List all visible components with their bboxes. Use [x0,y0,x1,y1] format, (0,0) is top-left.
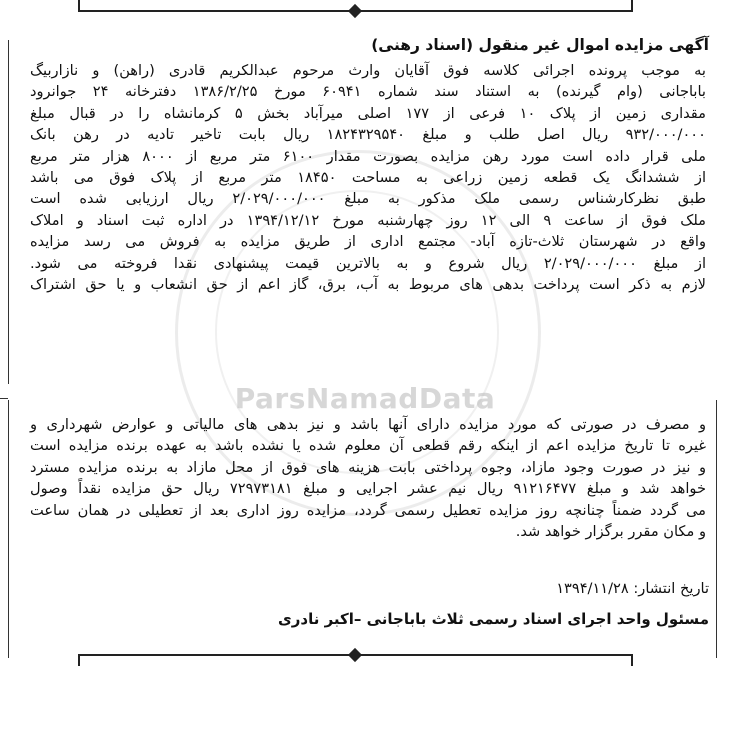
bottom-diamond-ornament [348,648,362,662]
signature-line: مسئول واحد اجرای اسناد رسمی ثلاث باباجانی –اکبر نادری [278,610,709,628]
body-line: و مصرف در صورتی که مورد مزایده دارای آنها باشد و نیز بدهی های مالیاتی و عوارض شهرداری و [30,416,706,433]
bottom-left-tick [78,654,80,666]
body-line: و مکان مقرر برگزار خواهد شد. [515,523,706,541]
column-border-right-lower [716,400,717,658]
body-line: از ششدانگ یک قطعه زمین زراعی به مساحت ۱۸۴۵۰ متر مربع از پلاک فوق می باشد [30,169,706,187]
watermark-text: ParsNamadData [234,382,496,415]
top-right-tick [631,0,633,12]
bottom-right-tick [631,654,633,666]
body-line: طبق نظرکارشناس رسمی ملک مذکور به مبلغ ۲/۰۲۹/۰۰۰/۰۰۰ ریال ارزیابی شده است [30,190,706,208]
body-line: لازم به ذکر است پرداخت بدهی های مربوط به آب، برق، گاز اعم از حق انشعاب و یا حق اشتراک [30,276,706,294]
body-line: از مبلغ ۲/۰۲۹/۰۰۰/۰۰۰ ریال شروع و به بالاترین قیمت پیشنهادی نقدا فروخته می شود. [30,254,706,272]
notice-title: آگهی مزایده اموال غیر منقول (اسناد رهنی) [371,36,709,54]
body-line: ملی قرار داده است مورد رهن مزایده بصورت مقدار ۶۱۰۰ متر مربع از ۸۰۰۰ هزار متر مربع [30,147,706,165]
notice-body-lower [30,414,706,542]
body-line: غیره تا تاریخ مزایده اعم از اینکه رقم قطعی آن معلوم شده یا نشده باشد به عهده برنده مزایده است [30,437,706,455]
body-line: ملک فوق از ساعت ۹ الی ۱۲ روز چهارشنبه مورخ ۱۳۹۴/۱۲/۱۲ در اداره ثبت اسناد و املاک [30,211,706,229]
body-line: واقع در شهرستان ثلاث-تازه آباد- مجتمع اداری از طریق مزایده به فروش می رسد مزایده [30,233,706,251]
column-border-tick [0,398,8,399]
publication-date: تاریخ انتشار: ۱۳۹۴/۱۱/۲۸ [556,580,709,597]
body-line: می گردد ضمناً چنانچه روز مزایده تعطیل رسمی گردد، مزایده روز اداری بعد از تعطیلی در همان ساعت [30,501,706,519]
column-border-left-lower [8,400,9,658]
body-line: خواهد شد و مبلغ ۹۱۲۱۶۴۷۷ ریال نیم عشر اجرایی و مبلغ ۷۲۹۷۳۱۸۱ ریال حق مزایده نقداً وصول [30,480,706,498]
body-line: به موجب پرونده اجرائی کلاسه فوق آقایان وارث مرحوم عبدالکریم قادری (راهن) و نازاربیگ [30,62,706,79]
body-line: ۹۳۲/۰۰۰/۰۰۰ ریال اصل طلب و مبلغ ۱۸۲۴۳۲۹۵۴۰ ریال بابت تاخیر تادیه در رهن بانک [30,126,706,144]
top-diamond-ornament [348,4,362,18]
body-line: باباجانی (وام گیرنده) به استناد سند شماره ۶۰۹۴۱ مورخ ۱۳۸۶/۲/۲۵ دفترخانه ۲۴ جوانرود [30,83,706,101]
top-left-tick [78,0,80,12]
notice-body-upper [30,60,706,295]
body-line: مقداری زمین از پلاک ۱۰ فرعی از ۱۷۷ اصلی میرآباد بخش ۵ کرمانشاه را در قبال مبلغ [30,104,707,122]
body-line: و نیز در صورت وجود مازاد، وجوه پرداختی بابت هزینه های فوق از محل مازاد به برنده مزایده مسترد [30,458,706,476]
column-border-left-upper [8,40,9,384]
